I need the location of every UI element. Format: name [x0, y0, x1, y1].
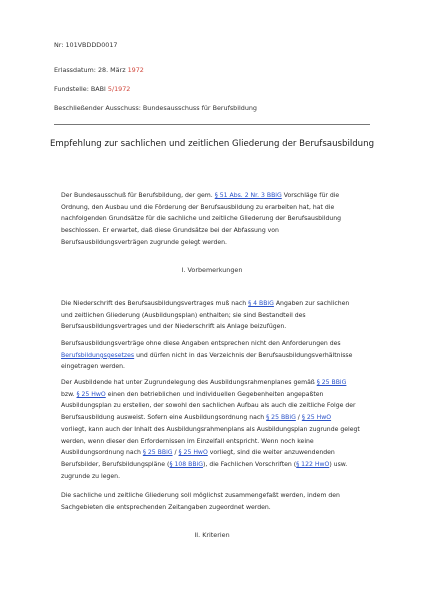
- source-reference: [54, 85, 130, 93]
- document-number: [54, 41, 117, 49]
- committee-label: Beschließender Ausschuss:: [54, 104, 143, 112]
- text-segment: Angaben zur sachlichen: [273, 300, 350, 307]
- issue-date-label: Erlassdatum: 28. März: [54, 66, 128, 74]
- text-line: beschlossen. Er erwartet, daß diese Grundsätze bei der Abfassung von: [61, 227, 279, 235]
- law-link[interactable]: § 108 BBiG: [169, 460, 204, 468]
- committee-value: Bundesausschuss für Berufsbildung: [142, 104, 257, 112]
- law-link[interactable]: § 25 BBiG: [142, 449, 173, 457]
- text-line: und zeitlichen Gliederung (Ausbildungsplan) enthalten; sie sind Bestandteil des: [61, 311, 306, 319]
- law-link[interactable]: Berufsbildungsgesetzes: [61, 351, 135, 359]
- text-line: Sachgebieten die entsprechenden Zeitangaben zugeordnet werden.: [61, 503, 271, 511]
- paragraph-gliederung: [61, 490, 373, 513]
- section-heading-vorbemerkungen: I. Vorbemerkungen: [181, 266, 243, 274]
- text-segment: bzw.: [61, 390, 77, 398]
- text-segment: einen den betrieblichen und individuellen Gegebenheiten angepaßten: [105, 390, 324, 398]
- source-label: Fundstelle: BABl: [54, 85, 108, 93]
- text-line: Berufsausbildungsverträgen zugrunde gelegt werden.: [61, 238, 227, 246]
- text-line: zugrunde zu legen.: [61, 472, 121, 480]
- text-segment: Ausbildungsordnung nach: [61, 449, 143, 457]
- paragraph-ausbildungsplan: [61, 377, 373, 482]
- text-line: [61, 377, 373, 389]
- text-segment: Die Niederschrift des Berufsausbildungsvertrages muß nach: [61, 300, 249, 307]
- issue-date-year: 1972: [127, 66, 144, 74]
- text-segment: Vorschläge für die: [281, 192, 340, 199]
- law-link[interactable]: § 25 BBiG: [316, 379, 347, 386]
- text-segment: Berufsausbildung ausweist. Sofern eine Ausbildungsordnung nach: [61, 414, 267, 422]
- text-line: Berufsausbildungsvertrages und der Niederschrift als Anlage beizufügen.: [61, 323, 287, 331]
- text-line: nachfolgenden Grundsätze für die sachliche und zeitliche Gliederung der Berufsausbildung: [61, 215, 342, 223]
- paragraph-anforderungen: [61, 338, 373, 373]
- text-line: [61, 412, 373, 424]
- law-link[interactable]: § 51 Abs. 2 Nr. 3 BBiG: [214, 192, 282, 199]
- paragraph-niederschrift: [61, 298, 373, 333]
- text-segment: /: [172, 449, 179, 457]
- text-line: [61, 447, 373, 459]
- text-line: Die sachliche und zeitliche Gliederung soll möglichst zusammengefaßt werden, indem den: [61, 492, 340, 499]
- text-line: werden, wenn dieser den Erfordernissen im Einzelfall entspricht. Wenn noch keine: [61, 437, 314, 445]
- text-segment: /: [295, 414, 302, 422]
- text-line: eingetragen werden.: [61, 363, 126, 371]
- text-segment: ) usw.: [329, 460, 348, 468]
- deciding-committee: [54, 104, 257, 112]
- text-segment: vorliegt, sind die weiter anzuwendenden: [207, 449, 335, 457]
- divider: [54, 124, 370, 125]
- text-line: [61, 350, 373, 362]
- law-link[interactable]: § 25 BBiG: [266, 414, 296, 422]
- issue-date: [54, 66, 144, 74]
- law-link[interactable]: § 122 HwO: [296, 460, 330, 468]
- law-link[interactable]: § 25 HwO: [178, 449, 208, 457]
- text-segment: und dürfen nicht in das Verzeichnis der Berufsausbildungsverhältnisse: [134, 351, 353, 359]
- text-segment: Berufsbilder, Berufsbildungspläne (: [61, 460, 170, 468]
- section-heading-kriterien: II. Kriterien: [194, 531, 230, 539]
- text-line: Ordnung, den Ausbau und die Förderung der Berufsausbildung zu erarbeiten hat, hat die: [61, 203, 335, 211]
- law-link[interactable]: § 4 BBiG: [248, 300, 274, 307]
- law-link[interactable]: § 25 HwO: [301, 414, 332, 422]
- text-line: [61, 389, 373, 401]
- law-link[interactable]: § 25 HwO: [76, 390, 106, 398]
- text-line: vorliegt, kann auch der Inhalt des Ausbildungsrahmenplans als Ausbildungsplan zugrunde gelegt: [61, 425, 360, 433]
- text-line: [61, 190, 373, 202]
- text-segment: ), die Fachlichen Vorschriften (: [203, 460, 297, 468]
- text-line: Ausbildungsplan zu erstellen, der sowohl den sachlichen Aufbau als auch die zeitliche Folge der: [61, 402, 356, 410]
- text-line: Berufsausbildungsverträge ohne diese Angaben entsprechen nicht den Anforderungen des: [61, 340, 341, 347]
- document-title: Empfehlung zur sachlichen und zeitlichen Gliederung der Berufsausbildung: [49, 139, 375, 149]
- document-number-label: Nr: 1: [54, 41, 70, 49]
- document-number-value: 01VBDDD0017: [69, 41, 118, 49]
- text-segment: Der Bundesausschuß für Berufsbildung, der gem.: [61, 192, 215, 199]
- intro-paragraph: [61, 190, 373, 249]
- text-line: [61, 459, 373, 471]
- text-line: [61, 298, 373, 310]
- text-segment: Der Ausbildende hat unter Zugrundelegung des Ausbildungsrahmenplanes gemäß: [61, 379, 317, 386]
- source-value: 5/1972: [107, 85, 131, 93]
